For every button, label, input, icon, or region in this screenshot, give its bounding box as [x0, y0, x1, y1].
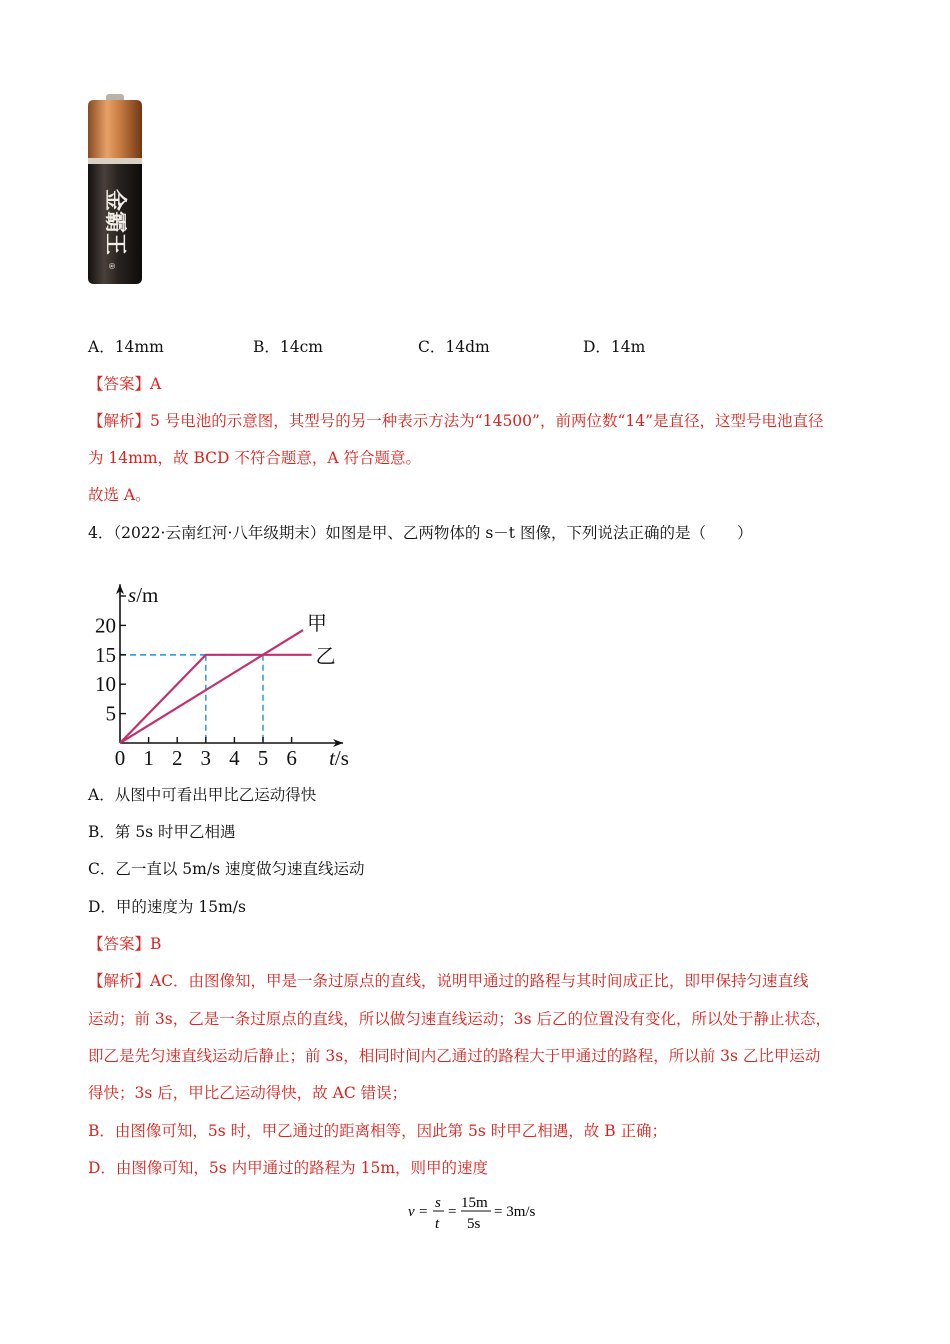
q3-answer: 【答案】A [88, 375, 162, 393]
formula-v: v [408, 1204, 415, 1220]
series-line-jia [120, 630, 303, 743]
y-tick-label: 20 [95, 613, 116, 638]
y-tick-label: 5 [105, 701, 116, 726]
x-tick-label: 1 [143, 746, 154, 770]
formula-result: = 3m/s [494, 1204, 536, 1220]
q4-analysis-line: 得快；3s 后，甲比乙运动得快，故 AC 错误； [88, 1084, 408, 1102]
y-tick-label: 15 [95, 642, 116, 667]
s-t-graph [82, 556, 382, 772]
y-axis-label: s/m [128, 583, 159, 608]
x-tick-label: 2 [171, 746, 183, 770]
q3-options [88, 337, 788, 359]
x-tick-label: 6 [286, 746, 297, 770]
q3-option-d[interactable]: D．14m [583, 338, 646, 356]
q4-option-c[interactable]: C．乙一直以 5m/s 速度做匀速直线运动 [88, 860, 365, 878]
x-tick-label: 4 [229, 746, 240, 770]
q3-option-c[interactable]: C．14dm [418, 338, 490, 356]
battery-band [88, 158, 142, 164]
velocity-formula [406, 1192, 566, 1234]
x-tick-label: 3 [200, 746, 212, 770]
formula-s: s [435, 1195, 441, 1211]
q4-stem: 4．（2022·云南红河·八年级期末）如图是甲、乙两物体的 s－t 图像，下列说法正确的是（ ） [88, 524, 753, 542]
q4-option-b[interactable]: B．第 5s 时甲乙相遇 [88, 823, 236, 841]
x-tick-label: 0 [114, 746, 126, 770]
battery-image [80, 92, 150, 290]
q4-analysis-line: 运动；前 3s，乙是一条过原点的直线，所以做匀速直线运动；3s 后乙的位置没有变化，所以处于静止状态， [88, 1010, 831, 1028]
q3-option-b[interactable]: B．14cm [253, 338, 323, 356]
formula-num: 15m [461, 1195, 488, 1211]
battery-cap [88, 100, 142, 162]
q3-analysis-line: 故选 A。 [88, 486, 151, 504]
q3-analysis-line: 【解析】5 号电池的示意图，其型号的另一种表示方法为“14500”，前两位数“14”是直径，这型号电池直径 [88, 412, 824, 430]
q4-option-a[interactable]: A．从图中可看出甲比乙运动得快 [88, 786, 317, 804]
y-tick-label: 10 [95, 672, 116, 697]
formula-den: 5s [467, 1216, 481, 1232]
q4-analysis-line: B．由图像可知，5s 时，甲乙通过的距离相等，因此第 5s 时甲乙相遇，故 B 正确； [88, 1122, 668, 1140]
q4-analysis-line: 【解析】AC．由图像知，甲是一条过原点的直线，说明甲通过的路程与其时间成正比，即甲保持匀速直线 [88, 972, 809, 990]
formula-eq2: = [448, 1204, 457, 1220]
q4-analysis-line: D．由图像可知，5s 内甲通过的路程为 15m，则甲的速度 [88, 1159, 489, 1177]
battery-registered-mark: ® [107, 262, 116, 270]
battery-brand-text: 金霸王 [102, 188, 127, 256]
x-tick-label: 5 [257, 746, 269, 770]
formula-t: t [435, 1216, 440, 1232]
q3-analysis-line: 为 14mm，故 BCD 不符合题意，A 符合题意。 [88, 449, 421, 467]
x-axis-label: t/s [329, 746, 349, 770]
q4-answer: 【答案】B [88, 935, 162, 953]
series-label: 乙 [315, 643, 336, 668]
q4-option-d[interactable]: D．甲的速度为 15m/s [88, 898, 246, 916]
formula-eq1: = [419, 1204, 428, 1220]
q3-option-a[interactable]: A．14mm [88, 338, 164, 356]
series-line-yi [120, 655, 312, 743]
series-label: 甲 [307, 611, 328, 636]
q4-analysis-line: 即乙是先匀速直线运动后静止；前 3s，相同时间内乙通过的路程大于甲通过的路程，所以前 3s 乙比甲运动 [88, 1047, 821, 1065]
